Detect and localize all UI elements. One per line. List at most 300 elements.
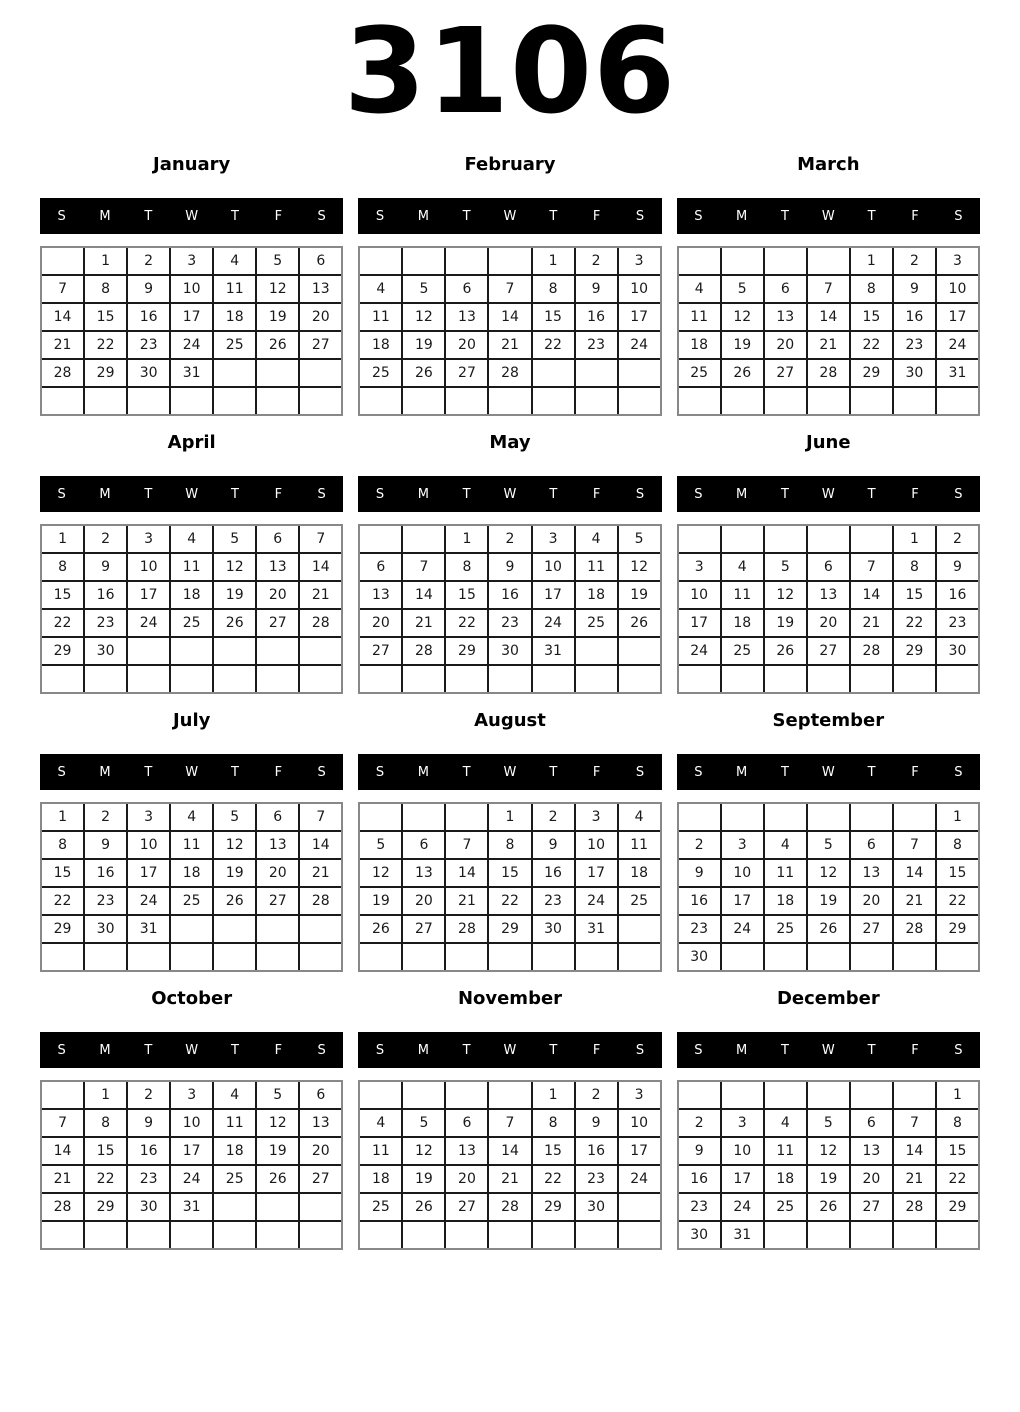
weekday-label: T (144, 1042, 153, 1058)
day-cell (679, 804, 720, 830)
day-cell: 9 (679, 860, 720, 886)
day-cell: 2 (894, 248, 935, 274)
day-cell (808, 666, 849, 692)
day-cell (851, 388, 892, 414)
day-cell: 6 (851, 1110, 892, 1136)
weekday-label: S (635, 1042, 645, 1058)
day-cell (894, 944, 935, 970)
day-cell (533, 944, 574, 970)
day-cell: 22 (85, 1166, 126, 1192)
day-cell (257, 638, 298, 664)
month-title: May (489, 432, 531, 453)
day-cell: 27 (446, 1194, 487, 1220)
day-cell: 17 (679, 610, 720, 636)
day-cell: 27 (446, 360, 487, 386)
weekday-label: T (231, 764, 239, 780)
weekday-label: S (375, 764, 385, 780)
day-cell: 14 (300, 554, 341, 580)
day-cell: 29 (894, 638, 935, 664)
day-cell: 29 (85, 1194, 126, 1220)
day-cell (576, 388, 617, 414)
day-cell: 17 (576, 860, 617, 886)
weekday-header (40, 476, 343, 512)
day-cell: 3 (937, 248, 978, 274)
weekday-label: M (736, 486, 748, 502)
day-cell: 2 (85, 526, 126, 552)
day-cell: 28 (300, 888, 341, 914)
day-cell: 31 (128, 916, 169, 942)
day-cell: 2 (679, 832, 720, 858)
day-cell: 19 (257, 304, 298, 330)
day-cell: 12 (722, 304, 763, 330)
day-cell (300, 1194, 341, 1220)
day-cell: 4 (765, 1110, 806, 1136)
day-cell: 23 (576, 332, 617, 358)
day-cell: 25 (171, 610, 212, 636)
day-cell: 11 (214, 276, 255, 302)
day-cell: 13 (851, 1138, 892, 1164)
day-cell: 19 (360, 888, 401, 914)
weekday-header (677, 754, 980, 790)
day-cell (489, 1082, 530, 1108)
day-cell: 16 (576, 1138, 617, 1164)
day-cell: 23 (576, 1166, 617, 1192)
day-cell: 16 (128, 304, 169, 330)
weekday-label: M (99, 764, 111, 780)
weekday-label: T (867, 208, 876, 224)
day-cell: 7 (851, 554, 892, 580)
weekday-label: W (821, 208, 835, 224)
day-cell: 2 (679, 1110, 720, 1136)
day-cell: 24 (576, 888, 617, 914)
month-title: January (153, 154, 231, 175)
day-cell: 27 (300, 1166, 341, 1192)
day-cell: 27 (851, 1194, 892, 1220)
day-cell: 3 (128, 526, 169, 552)
day-cell: 5 (257, 1082, 298, 1108)
day-cell (446, 1222, 487, 1248)
day-cell: 6 (446, 276, 487, 302)
day-cell: 28 (808, 360, 849, 386)
weekday-label: S (375, 208, 385, 224)
day-cell (808, 1082, 849, 1108)
weekday-header (40, 754, 343, 790)
day-cell: 26 (403, 360, 444, 386)
day-cell: 17 (128, 860, 169, 886)
day-cell: 21 (489, 332, 530, 358)
day-cell: 3 (533, 526, 574, 552)
day-cell: 4 (360, 1110, 401, 1136)
day-cell: 10 (171, 276, 212, 302)
weekday-label: M (99, 208, 111, 224)
day-cell: 18 (171, 582, 212, 608)
weekday-header (358, 754, 661, 790)
day-cell: 9 (85, 832, 126, 858)
day-cell: 9 (128, 276, 169, 302)
day-cell: 13 (808, 582, 849, 608)
day-cell: 21 (851, 610, 892, 636)
day-cell (128, 388, 169, 414)
weekday-label: M (417, 764, 429, 780)
day-cell (489, 666, 530, 692)
day-cell (489, 944, 530, 970)
day-cell: 14 (894, 1138, 935, 1164)
day-cell: 28 (894, 916, 935, 942)
day-cell (808, 944, 849, 970)
day-cell: 8 (42, 832, 83, 858)
day-cell: 26 (403, 1194, 444, 1220)
day-cell: 6 (257, 526, 298, 552)
day-cell: 22 (489, 888, 530, 914)
day-cell (257, 1222, 298, 1248)
day-cell: 4 (214, 1082, 255, 1108)
day-cell: 16 (679, 1166, 720, 1192)
day-cell: 27 (257, 610, 298, 636)
month-title: June (806, 432, 851, 453)
day-cell: 23 (894, 332, 935, 358)
days-grid (358, 524, 661, 694)
day-cell: 20 (851, 888, 892, 914)
day-cell: 30 (128, 1194, 169, 1220)
day-cell (128, 638, 169, 664)
day-cell: 18 (765, 1166, 806, 1192)
day-cell: 22 (937, 888, 978, 914)
day-cell (619, 360, 660, 386)
day-cell: 29 (42, 638, 83, 664)
weekday-label: S (57, 208, 66, 224)
day-cell: 12 (403, 304, 444, 330)
day-cell: 21 (300, 860, 341, 886)
day-cell: 26 (214, 888, 255, 914)
day-cell (446, 248, 487, 274)
day-cell: 22 (894, 610, 935, 636)
month-block (358, 710, 661, 972)
day-cell: 4 (171, 804, 212, 830)
day-cell: 15 (894, 582, 935, 608)
day-cell: 31 (533, 638, 574, 664)
day-cell: 17 (937, 304, 978, 330)
day-cell (300, 944, 341, 970)
day-cell: 22 (42, 610, 83, 636)
day-cell: 4 (619, 804, 660, 830)
day-cell (576, 944, 617, 970)
day-cell (42, 944, 83, 970)
day-cell: 1 (937, 804, 978, 830)
day-cell (533, 360, 574, 386)
day-cell: 14 (42, 304, 83, 330)
day-cell: 30 (533, 916, 574, 942)
day-cell (214, 388, 255, 414)
day-cell: 8 (937, 1110, 978, 1136)
day-cell (171, 944, 212, 970)
day-cell: 24 (679, 638, 720, 664)
day-cell: 7 (489, 276, 530, 302)
day-cell: 19 (214, 582, 255, 608)
day-cell: 28 (42, 360, 83, 386)
day-cell: 18 (214, 1138, 255, 1164)
day-cell (214, 944, 255, 970)
day-cell (214, 1194, 255, 1220)
day-cell (360, 388, 401, 414)
day-cell: 26 (257, 1166, 298, 1192)
day-cell (808, 248, 849, 274)
day-cell: 13 (765, 304, 806, 330)
month-block (358, 432, 661, 694)
days-grid (40, 524, 343, 694)
weekday-label: S (317, 764, 326, 780)
day-cell (128, 944, 169, 970)
day-cell: 28 (300, 610, 341, 636)
day-cell: 6 (257, 804, 298, 830)
month-title: October (151, 988, 233, 1009)
day-cell: 13 (300, 276, 341, 302)
day-cell: 24 (619, 1166, 660, 1192)
day-cell (679, 526, 720, 552)
weekday-label: F (592, 208, 601, 224)
day-cell (403, 1082, 444, 1108)
month-block (40, 988, 343, 1250)
day-cell: 5 (257, 248, 298, 274)
weekday-label: W (821, 1042, 835, 1058)
day-cell (85, 388, 126, 414)
day-cell (722, 944, 763, 970)
day-cell: 27 (765, 360, 806, 386)
day-cell (85, 1222, 126, 1248)
day-cell: 14 (894, 860, 935, 886)
weekday-label: W (185, 208, 199, 224)
day-cell: 21 (894, 888, 935, 914)
day-cell (533, 388, 574, 414)
day-cell: 3 (171, 1082, 212, 1108)
day-cell: 3 (722, 1110, 763, 1136)
month-title: April (167, 432, 216, 453)
day-cell (576, 1222, 617, 1248)
month-block (40, 154, 343, 416)
day-cell: 3 (619, 248, 660, 274)
weekday-label: S (954, 208, 963, 224)
weekday-label: F (592, 764, 601, 780)
weekday-label: T (462, 208, 471, 224)
day-cell (171, 388, 212, 414)
day-cell: 4 (360, 276, 401, 302)
day-cell: 25 (360, 360, 401, 386)
day-cell: 22 (533, 1166, 574, 1192)
day-cell: 19 (214, 860, 255, 886)
month-block (40, 710, 343, 972)
weekday-label: T (144, 486, 153, 502)
day-cell: 26 (722, 360, 763, 386)
weekday-label: S (317, 486, 326, 502)
weekday-label: T (144, 208, 153, 224)
day-cell (679, 388, 720, 414)
day-cell: 19 (403, 332, 444, 358)
day-cell (403, 1222, 444, 1248)
day-cell: 23 (85, 610, 126, 636)
day-cell: 24 (171, 1166, 212, 1192)
day-cell: 26 (808, 1194, 849, 1220)
day-cell: 8 (533, 276, 574, 302)
day-cell: 14 (808, 304, 849, 330)
day-cell: 27 (257, 888, 298, 914)
day-cell: 28 (489, 1194, 530, 1220)
day-cell: 23 (489, 610, 530, 636)
day-cell (214, 638, 255, 664)
day-cell (360, 666, 401, 692)
day-cell: 25 (765, 916, 806, 942)
day-cell: 4 (576, 526, 617, 552)
weekday-label: T (462, 764, 471, 780)
day-cell: 24 (128, 610, 169, 636)
day-cell: 11 (214, 1110, 255, 1136)
days-grid (358, 246, 661, 416)
day-cell (300, 360, 341, 386)
day-cell: 19 (722, 332, 763, 358)
weekday-label: S (317, 208, 326, 224)
day-cell: 23 (128, 1166, 169, 1192)
day-cell: 25 (171, 888, 212, 914)
day-cell: 26 (765, 638, 806, 664)
day-cell: 16 (489, 582, 530, 608)
day-cell (722, 248, 763, 274)
day-cell (619, 1222, 660, 1248)
month-title: March (797, 154, 860, 175)
day-cell: 7 (42, 276, 83, 302)
year-title: 3106 (343, 2, 677, 140)
weekday-label: S (635, 208, 645, 224)
weekday-label: T (549, 208, 558, 224)
day-cell: 20 (257, 582, 298, 608)
day-cell (894, 388, 935, 414)
weekday-label: S (317, 1042, 326, 1058)
day-cell: 3 (171, 248, 212, 274)
day-cell: 8 (851, 276, 892, 302)
day-cell: 11 (765, 1138, 806, 1164)
month-title: September (772, 710, 885, 731)
day-cell: 14 (300, 832, 341, 858)
month-title: July (172, 710, 211, 731)
day-cell: 28 (489, 360, 530, 386)
day-cell (533, 1222, 574, 1248)
days-grid (677, 802, 980, 972)
day-cell: 21 (403, 610, 444, 636)
month-block (677, 988, 980, 1250)
month-title: February (464, 154, 556, 175)
day-cell (619, 666, 660, 692)
day-cell: 7 (894, 1110, 935, 1136)
day-cell: 30 (894, 360, 935, 386)
day-cell (360, 1082, 401, 1108)
day-cell: 10 (619, 276, 660, 302)
weekday-label: S (694, 486, 703, 502)
day-cell: 5 (808, 1110, 849, 1136)
day-cell: 14 (489, 1138, 530, 1164)
day-cell: 10 (576, 832, 617, 858)
day-cell: 23 (679, 916, 720, 942)
days-grid (40, 246, 343, 416)
day-cell: 8 (446, 554, 487, 580)
day-cell: 22 (446, 610, 487, 636)
day-cell: 1 (85, 248, 126, 274)
weekday-label: M (99, 486, 111, 502)
day-cell (894, 1082, 935, 1108)
month-block (677, 432, 980, 694)
month-block (40, 432, 343, 694)
day-cell: 9 (894, 276, 935, 302)
day-cell: 16 (128, 1138, 169, 1164)
day-cell (360, 944, 401, 970)
day-cell: 18 (722, 610, 763, 636)
day-cell: 18 (360, 332, 401, 358)
day-cell (214, 916, 255, 942)
weekday-label: T (781, 764, 789, 780)
day-cell: 12 (214, 554, 255, 580)
day-cell: 4 (171, 526, 212, 552)
day-cell (300, 1222, 341, 1248)
day-cell (619, 1194, 660, 1220)
day-cell (937, 666, 978, 692)
day-cell: 21 (42, 332, 83, 358)
day-cell (851, 1082, 892, 1108)
weekday-label: M (736, 1042, 748, 1058)
day-cell: 4 (214, 248, 255, 274)
days-grid (40, 1080, 343, 1250)
day-cell: 30 (679, 1222, 720, 1248)
weekday-label: S (954, 1042, 963, 1058)
day-cell: 10 (722, 1138, 763, 1164)
day-cell: 3 (576, 804, 617, 830)
day-cell: 9 (679, 1138, 720, 1164)
weekday-header (358, 1032, 661, 1068)
day-cell: 30 (85, 638, 126, 664)
day-cell: 10 (128, 832, 169, 858)
day-cell: 18 (360, 1166, 401, 1192)
day-cell: 14 (403, 582, 444, 608)
day-cell: 9 (128, 1110, 169, 1136)
day-cell (360, 1222, 401, 1248)
day-cell: 23 (128, 332, 169, 358)
day-cell: 25 (619, 888, 660, 914)
day-cell: 18 (765, 888, 806, 914)
day-cell (128, 666, 169, 692)
day-cell: 1 (533, 1082, 574, 1108)
day-cell (360, 804, 401, 830)
day-cell: 30 (937, 638, 978, 664)
day-cell (42, 1222, 83, 1248)
day-cell: 6 (808, 554, 849, 580)
day-cell (489, 388, 530, 414)
day-cell: 5 (619, 526, 660, 552)
weekday-label: T (462, 486, 471, 502)
day-cell: 27 (851, 916, 892, 942)
day-cell (300, 388, 341, 414)
day-cell (937, 388, 978, 414)
day-cell: 17 (619, 1138, 660, 1164)
day-cell: 6 (446, 1110, 487, 1136)
day-cell: 18 (171, 860, 212, 886)
day-cell: 25 (765, 1194, 806, 1220)
day-cell (360, 248, 401, 274)
day-cell (257, 360, 298, 386)
day-cell: 6 (851, 832, 892, 858)
day-cell: 12 (214, 832, 255, 858)
day-cell: 7 (894, 832, 935, 858)
day-cell: 2 (128, 1082, 169, 1108)
day-cell (808, 1222, 849, 1248)
day-cell: 1 (42, 804, 83, 830)
day-cell: 19 (808, 888, 849, 914)
weekday-label: S (375, 486, 385, 502)
weekday-label: M (736, 764, 748, 780)
